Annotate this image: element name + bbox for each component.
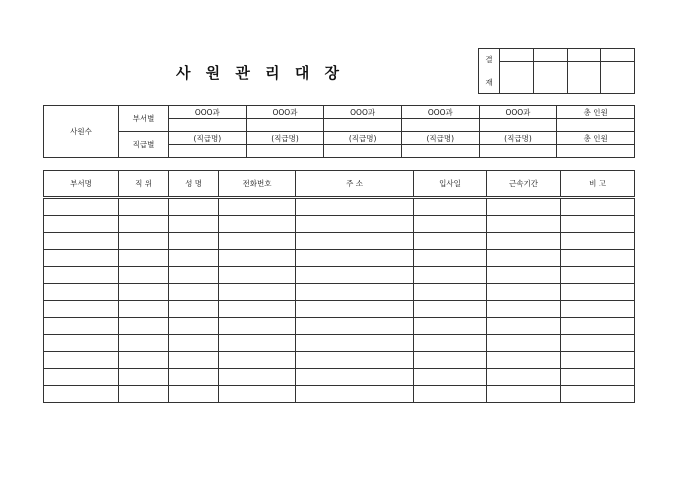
rank-count-cell[interactable] xyxy=(246,145,324,158)
table-cell[interactable] xyxy=(296,386,414,403)
table-cell[interactable] xyxy=(119,369,169,386)
rank-header: (직급명) xyxy=(401,132,479,145)
table-cell[interactable] xyxy=(169,386,219,403)
table-cell[interactable] xyxy=(414,318,487,335)
by-dept-label: 부서별 xyxy=(119,106,169,132)
table-cell[interactable] xyxy=(169,250,219,267)
by-rank-label: 직급별 xyxy=(119,132,169,158)
approval-sign-header[interactable] xyxy=(567,49,601,62)
table-cell[interactable] xyxy=(414,216,487,233)
approval-label-top: 결 xyxy=(485,55,493,64)
table-cell[interactable] xyxy=(414,369,487,386)
rank-header: (직급명) xyxy=(246,132,324,145)
table-cell[interactable] xyxy=(119,198,169,216)
table-cell[interactable] xyxy=(44,318,119,335)
table-cell[interactable] xyxy=(219,233,296,250)
table-cell[interactable] xyxy=(169,318,219,335)
table-cell[interactable] xyxy=(219,335,296,352)
table-row xyxy=(44,267,635,284)
rank-count-cell[interactable] xyxy=(479,145,557,158)
table-cell[interactable] xyxy=(169,198,219,216)
table-cell[interactable] xyxy=(219,216,296,233)
dept-total-header: 총 인원 xyxy=(557,106,635,119)
table-cell[interactable] xyxy=(44,284,119,301)
dept-total-cell[interactable] xyxy=(557,119,635,132)
table-row xyxy=(44,369,635,386)
table-cell[interactable] xyxy=(44,216,119,233)
table-cell[interactable] xyxy=(487,352,561,369)
table-cell[interactable] xyxy=(487,386,561,403)
table-cell[interactable] xyxy=(44,352,119,369)
approval-sign-cell[interactable] xyxy=(500,62,534,94)
col-header-position: 직 위 xyxy=(119,171,169,198)
table-cell[interactable] xyxy=(487,198,561,216)
table-cell[interactable] xyxy=(414,250,487,267)
table-row xyxy=(44,250,635,267)
table-cell[interactable] xyxy=(414,352,487,369)
table-cell[interactable] xyxy=(119,352,169,369)
table-row xyxy=(44,284,635,301)
table-cell[interactable] xyxy=(414,198,487,216)
dept-count-cell[interactable] xyxy=(169,119,247,132)
table-cell[interactable] xyxy=(119,335,169,352)
table-cell[interactable] xyxy=(169,352,219,369)
rank-count-cell[interactable] xyxy=(401,145,479,158)
table-cell[interactable] xyxy=(561,198,635,216)
rank-count-cell[interactable] xyxy=(324,145,402,158)
table-cell[interactable] xyxy=(296,352,414,369)
table-row xyxy=(44,318,635,335)
col-header-dept: 부서명 xyxy=(44,171,119,198)
dept-header: OOO과 xyxy=(479,106,557,119)
table-cell[interactable] xyxy=(169,301,219,318)
rank-header: (직급명) xyxy=(169,132,247,145)
table-cell[interactable] xyxy=(487,335,561,352)
col-header-name: 성 명 xyxy=(169,171,219,198)
table-cell[interactable] xyxy=(119,284,169,301)
col-header-hire-date: 입사일 xyxy=(414,171,487,198)
table-cell[interactable] xyxy=(561,335,635,352)
table-cell[interactable] xyxy=(169,216,219,233)
table-cell[interactable] xyxy=(119,318,169,335)
table-cell[interactable] xyxy=(414,335,487,352)
table-cell[interactable] xyxy=(296,301,414,318)
table-row xyxy=(44,233,635,250)
approval-label-bottom: 재 xyxy=(485,78,493,87)
table-cell[interactable] xyxy=(296,250,414,267)
table-cell[interactable] xyxy=(487,250,561,267)
headcount-summary-table xyxy=(43,105,635,158)
approval-label xyxy=(479,49,500,94)
table-cell[interactable] xyxy=(414,284,487,301)
table-cell[interactable] xyxy=(414,267,487,284)
table-cell[interactable] xyxy=(219,284,296,301)
table-cell[interactable] xyxy=(487,233,561,250)
table-cell[interactable] xyxy=(414,301,487,318)
table-cell[interactable] xyxy=(219,386,296,403)
approval-sign-cell[interactable] xyxy=(567,62,601,94)
table-cell[interactable] xyxy=(561,233,635,250)
employee-rows xyxy=(44,198,635,403)
rank-count-cell[interactable] xyxy=(169,145,247,158)
table-cell[interactable] xyxy=(487,216,561,233)
table-cell[interactable] xyxy=(169,284,219,301)
table-cell[interactable] xyxy=(44,250,119,267)
table-cell[interactable] xyxy=(219,267,296,284)
table-cell[interactable] xyxy=(119,386,169,403)
table-cell[interactable] xyxy=(296,198,414,216)
table-cell[interactable] xyxy=(561,352,635,369)
table-cell[interactable] xyxy=(296,216,414,233)
approval-sign-cell[interactable] xyxy=(601,62,635,94)
table-cell[interactable] xyxy=(219,318,296,335)
col-header-address: 주 소 xyxy=(296,171,414,198)
table-cell[interactable] xyxy=(414,233,487,250)
rank-total-header: 총 인원 xyxy=(557,132,635,145)
table-cell[interactable] xyxy=(561,284,635,301)
approval-sign-cell[interactable] xyxy=(533,62,567,94)
table-row xyxy=(44,301,635,318)
table-cell[interactable] xyxy=(219,301,296,318)
table-row xyxy=(44,335,635,352)
dept-count-cell[interactable] xyxy=(479,119,557,132)
col-header-tenure: 근속기간 xyxy=(487,171,561,198)
table-cell[interactable] xyxy=(119,233,169,250)
table-cell[interactable] xyxy=(561,267,635,284)
table-cell[interactable] xyxy=(219,198,296,216)
table-cell[interactable] xyxy=(414,386,487,403)
table-cell[interactable] xyxy=(296,318,414,335)
employee-register-table xyxy=(43,170,635,403)
page-title: 사 원 관 리 대 장 xyxy=(175,64,345,82)
table-cell[interactable] xyxy=(44,301,119,318)
table-cell[interactable] xyxy=(169,369,219,386)
table-cell[interactable] xyxy=(487,318,561,335)
table-cell[interactable] xyxy=(296,369,414,386)
table-cell[interactable] xyxy=(119,301,169,318)
table-cell[interactable] xyxy=(561,301,635,318)
table-cell[interactable] xyxy=(169,267,219,284)
approval-box xyxy=(478,48,635,94)
table-cell[interactable] xyxy=(219,352,296,369)
approval-sign-header[interactable] xyxy=(601,49,635,62)
table-cell[interactable] xyxy=(119,216,169,233)
rank-header: (직급명) xyxy=(324,132,402,145)
table-cell[interactable] xyxy=(561,216,635,233)
table-cell[interactable] xyxy=(296,233,414,250)
table-row xyxy=(44,198,635,216)
table-cell[interactable] xyxy=(44,198,119,216)
table-row xyxy=(44,386,635,403)
dept-header: OOO과 xyxy=(169,106,247,119)
table-cell[interactable] xyxy=(296,267,414,284)
dept-count-cell[interactable] xyxy=(324,119,402,132)
approval-sign-header[interactable] xyxy=(533,49,567,62)
rank-header: (직급명) xyxy=(479,132,557,145)
table-cell[interactable] xyxy=(487,267,561,284)
table-cell[interactable] xyxy=(44,386,119,403)
dept-count-cell[interactable] xyxy=(401,119,479,132)
table-row xyxy=(44,216,635,233)
table-cell[interactable] xyxy=(169,233,219,250)
summary-row-label: 사원수 xyxy=(44,106,119,158)
table-row xyxy=(44,352,635,369)
table-cell[interactable] xyxy=(561,318,635,335)
dept-header: OOO과 xyxy=(324,106,402,119)
table-cell[interactable] xyxy=(44,369,119,386)
table-cell[interactable] xyxy=(119,267,169,284)
table-cell[interactable] xyxy=(169,335,219,352)
table-cell[interactable] xyxy=(561,386,635,403)
approval-sign-header[interactable] xyxy=(500,49,534,62)
table-cell[interactable] xyxy=(44,335,119,352)
table-cell[interactable] xyxy=(296,284,414,301)
dept-header: OOO과 xyxy=(246,106,324,119)
table-cell[interactable] xyxy=(296,335,414,352)
rank-total-cell[interactable] xyxy=(557,145,635,158)
col-header-phone: 전화번호 xyxy=(219,171,296,198)
table-cell[interactable] xyxy=(487,369,561,386)
table-cell[interactable] xyxy=(219,369,296,386)
dept-count-cell[interactable] xyxy=(246,119,324,132)
table-cell[interactable] xyxy=(487,284,561,301)
table-cell[interactable] xyxy=(561,250,635,267)
table-cell[interactable] xyxy=(119,250,169,267)
table-cell[interactable] xyxy=(561,369,635,386)
dept-header: OOO과 xyxy=(401,106,479,119)
table-cell[interactable] xyxy=(219,250,296,267)
col-header-remarks: 비 고 xyxy=(561,171,635,198)
table-cell[interactable] xyxy=(44,233,119,250)
table-cell[interactable] xyxy=(44,267,119,284)
table-cell[interactable] xyxy=(487,301,561,318)
